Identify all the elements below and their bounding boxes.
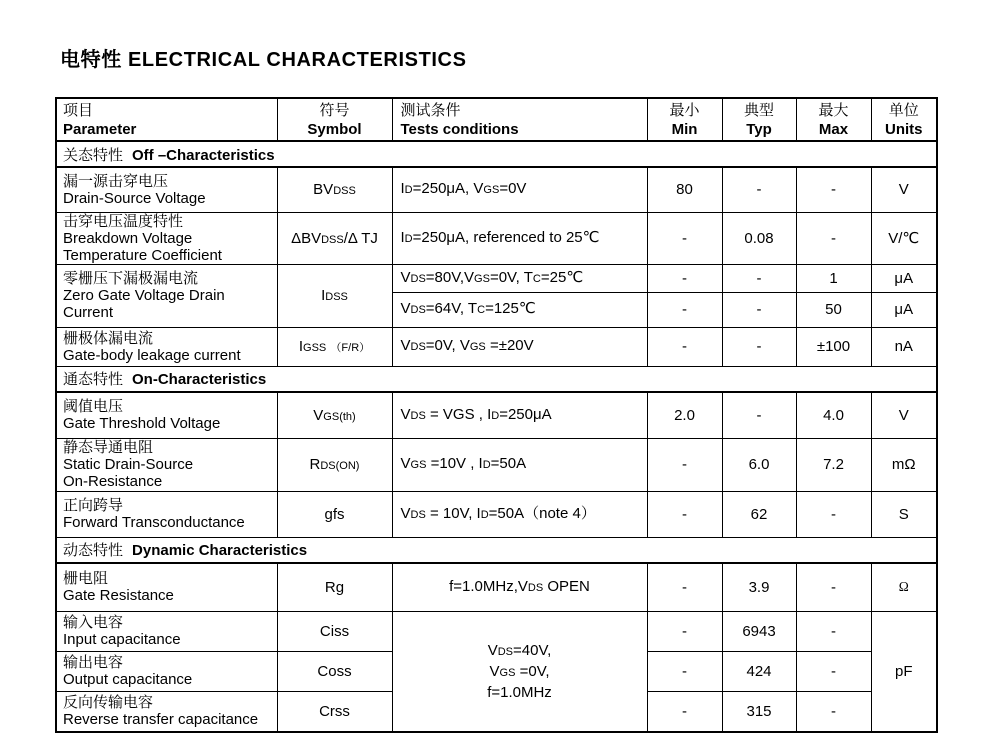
- rg-units: Ω: [871, 563, 937, 611]
- rg-max: -: [796, 563, 871, 611]
- idss-typ-2: -: [722, 292, 796, 327]
- header-parameter: 项目 Parameter: [56, 98, 277, 141]
- rdson-max: 7.2: [796, 438, 871, 491]
- tc-bvdss-conditions: ID=250μA, referenced to 25℃: [392, 212, 647, 264]
- gfs-parameter: 正向跨导 Forward Transconductance: [56, 491, 277, 537]
- row-bvdss: [56, 167, 937, 212]
- igss-min: -: [647, 327, 722, 366]
- row-tc-bvdss: [56, 212, 937, 264]
- igss-symbol: IGSS （F/R）: [277, 327, 392, 366]
- tc-bvdss-parameter: 击穿电压温度特性 Breakdown Voltage Temperature Coefficient: [56, 212, 277, 264]
- rg-conditions: f=1.0MHz,VDS OPEN: [392, 563, 647, 611]
- section-label-en: Dynamic Characteristics: [132, 542, 308, 560]
- idss-max-1: 1: [796, 264, 871, 292]
- crss-typ: 315: [722, 691, 796, 732]
- crss-max: -: [796, 691, 871, 732]
- row-vgsth: [56, 392, 937, 438]
- rg-symbol: Rg: [277, 563, 392, 611]
- vgsth-max: 4.0: [796, 392, 871, 438]
- idss-parameter: 零栅压下漏极漏电流 Zero Gate Voltage Drain Current: [56, 264, 277, 327]
- ciss-max: -: [796, 611, 871, 651]
- idss-units-2: μA: [871, 292, 937, 327]
- igss-parameter: 栅极体漏电流 Gate-body leakage current: [56, 327, 277, 366]
- section-label-en: Off –Characteristics: [132, 146, 275, 164]
- ciss-parameter: 输入电容 Input capacitance: [56, 611, 277, 651]
- page-title: 电特性 ELECTRICAL CHARACTERISTICS: [60, 49, 467, 71]
- tc-bvdss-symbol: ΔBVDSS/Δ TJ: [277, 212, 392, 264]
- bvdss-parameter: 漏一源击穿电压 Drain-Source Voltage: [56, 167, 277, 212]
- bvdss-typ: -: [722, 167, 796, 212]
- vgsth-typ: -: [722, 392, 796, 438]
- ciss-typ: 6943: [722, 611, 796, 651]
- row-rg: [56, 563, 937, 611]
- igss-units: nA: [871, 327, 937, 366]
- coss-typ: 424: [722, 651, 796, 691]
- coss-parameter: 输出电容 Output capacitance: [56, 651, 277, 691]
- header-min: 最小 Min: [647, 98, 722, 141]
- rg-typ: 3.9: [722, 563, 796, 611]
- vgsth-conditions: VDS = VGS , ID=250μA: [392, 392, 647, 438]
- tc-bvdss-max: -: [796, 212, 871, 264]
- igss-max: ±100: [796, 327, 871, 366]
- coss-min: -: [647, 651, 722, 691]
- rdson-typ: 6.0: [722, 438, 796, 491]
- gfs-max: -: [796, 491, 871, 537]
- section-dynamic-characteristics: [56, 537, 937, 563]
- idss-conditions-1: VDS=80V,VGS=0V, TC=25℃: [392, 264, 647, 292]
- section-label-en: On-Characteristics: [132, 371, 267, 389]
- row-idss-1: [56, 264, 937, 292]
- vgsth-units: V: [871, 392, 937, 438]
- crss-min: -: [647, 691, 722, 732]
- rdson-units: mΩ: [871, 438, 937, 491]
- idss-units-1: μA: [871, 264, 937, 292]
- bvdss-symbol: BVDSS: [277, 167, 392, 212]
- bvdss-units: V: [871, 167, 937, 212]
- gfs-units: S: [871, 491, 937, 537]
- rg-min: -: [647, 563, 722, 611]
- row-rdson: [56, 438, 937, 491]
- crss-symbol: Crss: [277, 691, 392, 732]
- section-on-characteristics: [56, 366, 937, 392]
- rdson-symbol: RDS(ON): [277, 438, 392, 491]
- ciss-min: -: [647, 611, 722, 651]
- idss-symbol: IDSS: [277, 264, 392, 327]
- row-ciss: [56, 611, 937, 651]
- igss-conditions: VDS=0V, VGS =±20V: [392, 327, 647, 366]
- tc-bvdss-units: V/℃: [871, 212, 937, 264]
- row-igss: [56, 327, 937, 366]
- bvdss-conditions: ID=250μA, VGS=0V: [392, 167, 647, 212]
- idss-min-2: -: [647, 292, 722, 327]
- section-label-zh: 动态特性: [63, 542, 124, 560]
- rg-parameter: 栅电阻 Gate Resistance: [56, 563, 277, 611]
- header-max: 最大 Max: [796, 98, 871, 141]
- ciss-symbol: Ciss: [277, 611, 392, 651]
- idss-typ-1: -: [722, 264, 796, 292]
- vgsth-parameter: 阈值电压 Gate Threshold Voltage: [56, 392, 277, 438]
- gfs-typ: 62: [722, 491, 796, 537]
- idss-max-2: 50: [796, 292, 871, 327]
- section-off-characteristics: [56, 141, 937, 167]
- gfs-min: -: [647, 491, 722, 537]
- gfs-symbol: gfs: [277, 491, 392, 537]
- section-label-zh: 关态特性: [63, 146, 124, 164]
- idss-min-1: -: [647, 264, 722, 292]
- rdson-min: -: [647, 438, 722, 491]
- vgsth-symbol: VGS(th): [277, 392, 392, 438]
- tc-bvdss-typ: 0.08: [722, 212, 796, 264]
- bvdss-max: -: [796, 167, 871, 212]
- coss-max: -: [796, 651, 871, 691]
- coss-symbol: Coss: [277, 651, 392, 691]
- capacitance-units: pF: [871, 611, 937, 732]
- header-units: 单位 Units: [871, 98, 937, 141]
- rdson-parameter: 静态导通电阻 Static Drain-Source On-Resistance: [56, 438, 277, 491]
- idss-conditions-2: VDS=64V, TC=125℃: [392, 292, 647, 327]
- gfs-conditions: VDS = 10V, ID=50A（note 4）: [392, 491, 647, 537]
- crss-parameter: 反向传输电容 Reverse transfer capacitance: [56, 691, 277, 732]
- capacitance-conditions: VDS=40V, VGS =0V, f=1.0MHz: [392, 611, 647, 732]
- igss-typ: -: [722, 327, 796, 366]
- header-typ: 典型 Typ: [722, 98, 796, 141]
- table-header-row: [56, 98, 937, 141]
- section-label-zh: 通态特性: [63, 371, 124, 389]
- header-conditions: 测试条件 Tests conditions: [392, 98, 647, 141]
- bvdss-min: 80: [647, 167, 722, 212]
- header-symbol: 符号 Symbol: [277, 98, 392, 141]
- electrical-characteristics-table: [55, 97, 938, 733]
- rdson-conditions: VGS =10V , ID=50A: [392, 438, 647, 491]
- tc-bvdss-min: -: [647, 212, 722, 264]
- vgsth-min: 2.0: [647, 392, 722, 438]
- row-gfs: [56, 491, 937, 537]
